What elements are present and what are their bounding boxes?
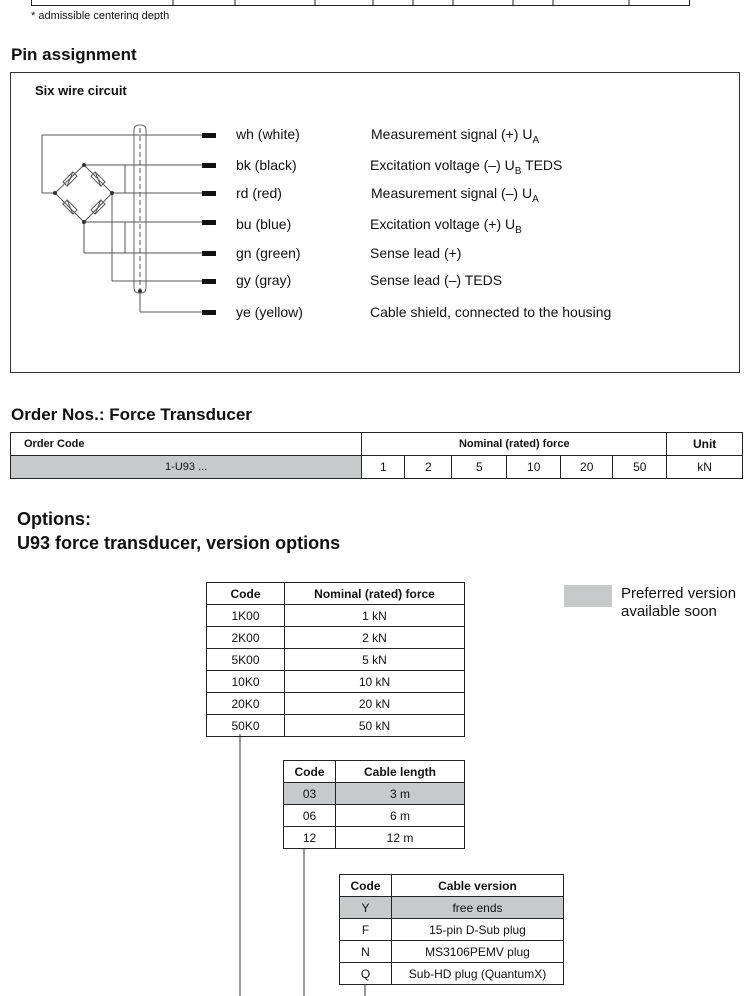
- force-header: Nominal (rated) force: [362, 433, 667, 456]
- force-cell: 10 kN: [285, 671, 465, 693]
- version-header: Cable version: [392, 875, 564, 897]
- order-code-header: Order Code: [11, 433, 362, 456]
- legend-line-2: available soon: [621, 603, 717, 620]
- code-cell: 06: [284, 805, 336, 827]
- options-title: Options:: [17, 509, 91, 529]
- wire-desc-yellow: Cable shield, connected to the housing: [370, 304, 612, 320]
- force-value: 20: [561, 456, 613, 479]
- legend-line-1: Preferred version: [621, 585, 737, 602]
- order-code-value: 1-U93 ...: [11, 456, 362, 479]
- force-value: 5: [452, 456, 507, 479]
- pin-assignment-title: Pin assignment: [11, 45, 137, 64]
- version-cell: 15-pin D-Sub plug: [392, 919, 564, 941]
- code-cell: 50K0: [207, 715, 285, 737]
- code-cell: 5K00: [207, 649, 285, 671]
- version-code-header: Code: [340, 875, 392, 897]
- wire-desc-blue: Excitation voltage (+) $U_B$: [370, 216, 522, 236]
- top-footnote: * admissible centering depth: [31, 10, 170, 20]
- length-cell: 3 m: [336, 783, 465, 805]
- wire-color-blue: bu (blue): [236, 216, 292, 232]
- version-cell: MS3106PEMV plug: [392, 941, 564, 963]
- unit-value: kN: [667, 456, 743, 479]
- length-cell: 12 m: [336, 827, 465, 849]
- code-cell: 2K00: [207, 627, 285, 649]
- force-options-table: [206, 582, 465, 737]
- wire-desc-white: Measurement signal (+) $U_A$: [371, 126, 540, 146]
- unit-header: Unit: [667, 433, 743, 456]
- wire-desc-green: Sense lead (+): [370, 245, 462, 261]
- order-nos-title: Order Nos.: Force Transducer: [11, 405, 252, 424]
- circuit-label: Six wire circuit: [35, 83, 127, 98]
- force-cell: 1 kN: [285, 605, 465, 627]
- force-value: 50: [613, 456, 667, 479]
- code-cell: Y: [340, 897, 392, 919]
- options-subtitle: U93 force transducer, version options: [17, 533, 341, 553]
- wire-desc-gray: Sense lead (–) TEDS: [370, 272, 503, 288]
- code-cell: F: [340, 919, 392, 941]
- wire-color-yellow: ye (yellow): [236, 304, 303, 320]
- wire-color-gray: gy (gray): [236, 272, 292, 288]
- wire-color-green: gn (green): [236, 245, 301, 261]
- wire-desc-black: Excitation voltage (–) $U_B$ TEDS: [370, 157, 563, 177]
- code-cell: 10K0: [207, 671, 285, 693]
- code-cell: 12: [284, 827, 336, 849]
- wire-desc-red: Measurement signal (–) $U_A$: [371, 185, 539, 205]
- code-cell: N: [340, 941, 392, 963]
- wire-color-black: bk (black): [236, 157, 297, 173]
- length-header: Cable length: [336, 761, 465, 783]
- version-cell: free ends: [392, 897, 564, 919]
- code-cell: 03: [284, 783, 336, 805]
- force-cell: 5 kN: [285, 649, 465, 671]
- force-value: 2: [405, 456, 452, 479]
- force-cell: 2 kN: [285, 627, 465, 649]
- wire-color-red: rd (red): [236, 185, 282, 201]
- code-cell: 1K00: [207, 605, 285, 627]
- version-cell: Sub-HD plug (QuantumX): [392, 963, 564, 985]
- length-cell: 6 m: [336, 805, 465, 827]
- force-cell: 50 kN: [285, 715, 465, 737]
- force-cell: 20 kN: [285, 693, 465, 715]
- force-code-header: Code: [207, 583, 285, 605]
- length-code-header: Code: [284, 761, 336, 783]
- wire-color-white: wh (white): [236, 126, 300, 142]
- code-cell: Q: [340, 963, 392, 985]
- cable-version-table: [339, 874, 564, 985]
- code-cell: 20K0: [207, 693, 285, 715]
- cable-length-table: [283, 760, 465, 849]
- force-value: 1: [362, 456, 405, 479]
- force-value-header: Nominal (rated) force: [285, 583, 465, 605]
- force-value: 10: [507, 456, 561, 479]
